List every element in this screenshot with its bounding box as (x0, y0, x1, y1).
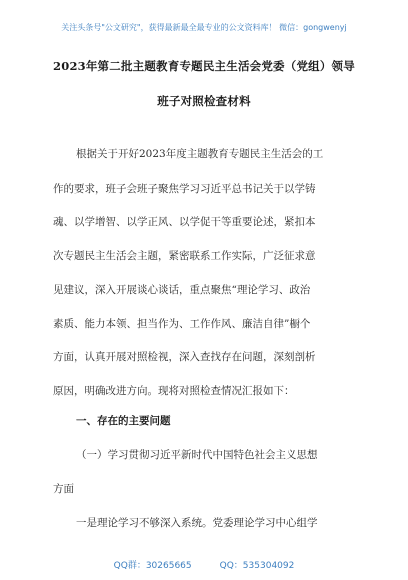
intro-line-1: 根据关于开好2023年度主题教育专题民主生活会的工 (76, 148, 324, 160)
intro-line-4: 次专题民主生活会主题，紧密联系工作实际，广泛征求意 (53, 250, 316, 262)
document-title-line-1: 2023年第二批主题教育专题民主生活会党委（党组）领导 (53, 59, 355, 73)
document-title-line-2: 班子对照检查材料 (157, 94, 251, 108)
subsection-heading-line-2: 方面 (53, 483, 74, 495)
subsection-heading-line-1: （一）学习贯彻习近平新时代中国特色社会主义思想 (76, 449, 318, 461)
footer-qq[interactable]: QQ：535304092 (219, 561, 295, 571)
intro-line-2: 作的要求，班子会班子聚焦学习习近平总书记关于以学铸 (53, 183, 316, 195)
section-heading: 一、存在的主要问题 (76, 415, 171, 427)
intro-line-8: 原因，明确改进方向。现将对照检查情况汇报如下： (53, 385, 295, 397)
footer-qq-group[interactable]: QQ群：30265665 (113, 561, 192, 571)
point-1-line: 一是理论学习不够深入系统。党委理论学习中心组学 (76, 517, 318, 529)
intro-line-6: 素质、能力本领、担当作为、工作作风、廉洁自律”橱个 (53, 318, 311, 330)
intro-line-5: 见建议，深入开展谈心谈话，重点聚焦“理论学习、政治 (53, 284, 311, 296)
intro-line-3: 魂、以学增智、以学正风、以学促干等重要论述，紧扣本 (53, 216, 316, 228)
intro-line-7: 方面，认真开展对照检视，深入查找存在问题，深刻剖析 (53, 351, 316, 363)
footer-contact (0, 558, 408, 571)
header-banner[interactable]: 关注头条号"公文研究"，获得最新最全最专业的公文资料库！ 微信：gongwenyj (61, 23, 347, 32)
